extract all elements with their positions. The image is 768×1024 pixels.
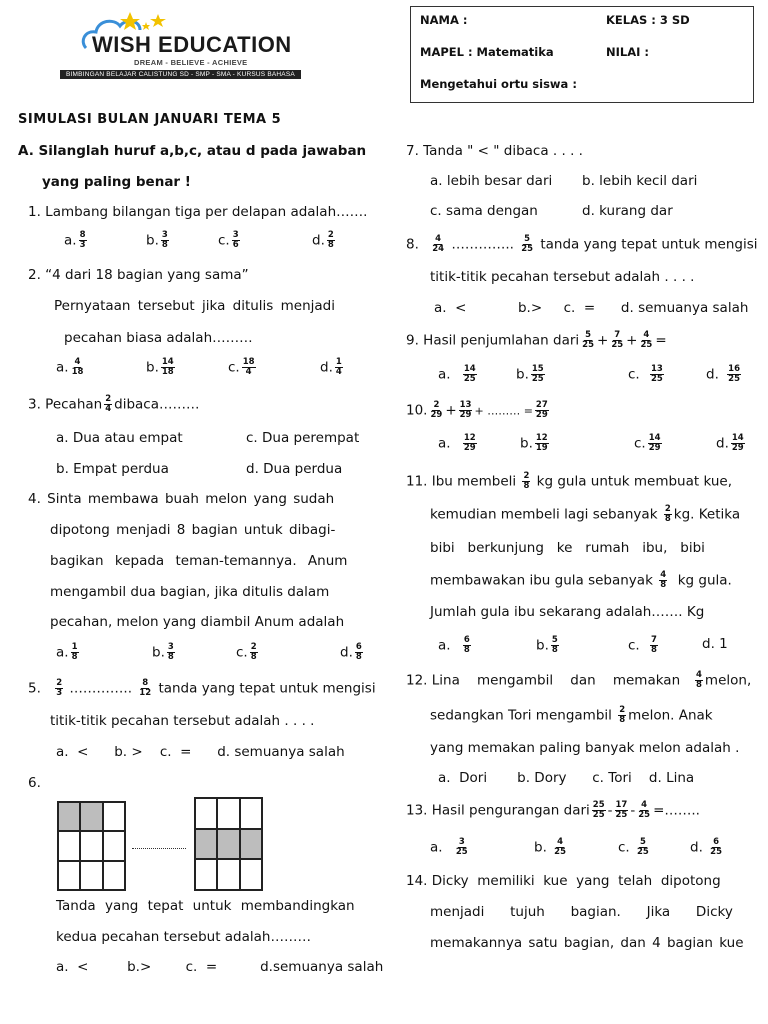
fraction: $\frac{4}{25}$ [554,837,567,857]
q2-option-b[interactable]: b. $\frac{14}{18}$ [146,357,174,377]
fraction: $\frac{2}{8}$ [327,230,334,250]
q10-text: 10. $\frac{2}{29}$ + $\frac{13}{29}$ + ……… = $\frac{27}{29}$ [406,400,548,420]
q6-text-2: kedua pecahan tersebut adalah……… [56,929,311,945]
q4-text-2: dipotong menjadi 8 bagian untuk dibagi- [50,522,336,538]
fraction: $\frac{3}{8}$ [167,642,174,662]
q2-text-2: Pernyataan tersebut jika ditulis menjadi [54,298,335,314]
grid-cell-shaded [240,829,262,860]
q3-text: 3. Pecahan $\frac{2}{4}$ dibaca……… [28,394,200,414]
q3-option-a[interactable]: a. Dua atau empat [56,430,183,446]
q4-option-d[interactable]: d. $\frac{6}{8}$ [340,642,362,662]
q7-option-a[interactable]: a. lebih besar dari [430,173,553,189]
q3-option-c[interactable]: c. Dua perempat [246,430,360,446]
fraction: $\frac{3}{8}$ [161,230,168,250]
q1-option-a[interactable]: a. $\frac{8}{3}$ [64,230,86,250]
fraction: $\frac{8}{3}$ [79,230,86,250]
grid-cell-shaded [217,829,239,860]
fraction: $\frac{4}{8}$ [660,570,667,590]
q11-text-4: membawakan ibu gula sebanyak $\frac{4}{8}$ kg gula. [430,570,732,590]
grid-cell-shaded [195,829,217,860]
grid-cell [217,798,239,829]
fraction: $\frac{2}{8}$ [619,705,626,725]
q10-option-c[interactable]: c. $\frac{14}{29}$ [634,433,661,453]
fraction: $\frac{7}{8}$ [651,635,657,655]
fraction: $\frac{12}{29}$ [463,433,476,453]
q4-text-3: bagikan kepada teman-temannya. Anum [50,553,348,569]
fraction: $\frac{3}{6}$ [232,230,239,250]
grid-cell [195,798,217,829]
fraction: $\frac{13}{25}$ [651,364,663,384]
grid-cell [195,859,217,890]
nama-field[interactable]: NAMA : [420,13,468,27]
fraction: $\frac{25}{25}$ [592,800,605,820]
q4-text-5: pecahan, melon yang diambil Anum adalah [50,614,345,630]
q2-text-1: 2. “4 dari 18 bagian yang sama” [28,267,249,283]
fraction: $\frac{14}{25}$ [463,364,476,384]
q2-option-c[interactable]: c. $\frac{18}{4}$ [228,357,255,377]
logo-tagline: DREAM - BELIEVE - ACHIEVE [134,58,248,67]
fraction: $\frac{2}{8}$ [523,471,530,491]
fraction: $\frac{8}{12}$ [139,678,152,698]
fraction: $\frac{4}{18}$ [71,357,84,377]
q3-option-b[interactable]: b. Empat perdua [56,461,169,477]
q4-option-a[interactable]: a. $\frac{1}{8}$ [56,642,78,662]
page-title: SIMULASI BULAN JANUARI TEMA 5 [18,112,282,127]
fraction: $\frac{5}{25}$ [521,234,534,254]
q4-text-4: mengambil dua bagian, jika ditulis dalam [50,584,330,600]
q6-number: 6. [28,775,41,791]
q3-option-d[interactable]: d. Dua perdua [246,461,343,477]
q13-option-d[interactable]: d. $\frac{6}{25}$ [690,837,723,857]
q11-text-3: bibi berkunjung ke rumah ibu, bibi [430,540,705,556]
q11-text-1: 11. Ibu membeli $\frac{2}{8}$ kg gula untuk membuat kue, [406,471,733,491]
fraction: $\frac{4}{24}$ [432,234,445,254]
q9-option-b[interactable]: b. $\frac{15}{25}$ [516,364,544,384]
fraction: $\frac{4}{25}$ [640,330,653,350]
q11-option-c[interactable]: c. $\frac{7}{8}$ [628,635,657,655]
q13-text: 13. Hasil pengurangan dari $\frac{25}{25}$ - $\frac{17}{25}$ - $\frac{4}{25}$ =…….. [406,800,700,820]
section-a-instruction: A. Silanglah huruf a,b,c, atau d pada jawaban [18,143,367,159]
fraction: $\frac{16}{25}$ [728,364,741,384]
q7-option-c[interactable]: c. sama dengan [430,203,538,219]
fraction: $\frac{12}{19}$ [535,433,548,453]
grid-cell [103,802,125,831]
q7-text: 7. Tanda " < " dibaca . . . . [406,143,583,159]
q14-text-1: 14. Dicky memiliki kue yang telah dipotong [406,873,721,889]
q2-option-a[interactable]: a. $\frac{4}{18}$ [56,357,84,377]
fraction: $\frac{2}{29}$ [430,400,443,420]
q1-option-d[interactable]: d. $\frac{2}{8}$ [312,230,334,250]
fraction: $\frac{6}{8}$ [463,635,470,655]
grid-cell [80,831,102,860]
q9-option-c[interactable]: c. $\frac{13}{25}$ [628,364,663,384]
fraction: $\frac{1}{8}$ [71,642,78,662]
grid-cell [217,859,239,890]
q6-fraction-grid-left [57,801,126,891]
fraction: $\frac{2}{3}$ [56,678,63,698]
q2-text-3: pecahan biasa adalah……… [64,330,253,346]
q14-text-3: memakannya satu bagian, dan 4 bagian kue [430,935,744,951]
q6-text-1: Tanda yang tepat untuk membandingkan [56,898,355,914]
logo-band: BIMBINGAN BELAJAR CALISTUNG SD - SMP - SMA - KURSUS BAHASA [60,70,301,79]
q13-option-a[interactable]: a. $\frac{3}{25}$ [430,837,468,857]
fraction: $\frac{4}{8}$ [696,670,702,690]
q6-blank[interactable] [132,848,186,849]
q1-option-b[interactable]: b. $\frac{3}{8}$ [146,230,168,250]
q9-text: 9. Hasil penjumlahan dari $\frac{5}{25}$ + $\frac{7}{25}$ + $\frac{4}{25}$ = [406,330,667,350]
q11-option-a[interactable]: a. $\frac{6}{8}$ [438,635,470,655]
q11-option-d[interactable]: d. 1 [702,636,728,652]
fraction: $\frac{4}{25}$ [638,800,651,820]
q4-option-b[interactable]: b. $\frac{3}{8}$ [152,642,174,662]
q6-fraction-grid-right [194,797,263,891]
q10-option-a[interactable]: a. $\frac{12}{29}$ [438,433,476,453]
q12-text-1: 12. Lina mengambil dan memakan $\frac{4}{8}$ melon, [406,670,752,690]
q7-option-b[interactable]: b. lebih kecil dari [582,173,698,189]
ortu-field[interactable]: Mengetahui ortu siswa : [420,77,577,91]
grid-cell [240,859,262,890]
q11-text-5: Jumlah gula ibu sekarang adalah……. Kg [430,604,705,620]
q4-option-c[interactable]: c. $\frac{2}{8}$ [236,642,257,662]
q1-text: 1. Lambang bilangan tiga per delapan adalah……. [28,204,368,220]
q13-option-c[interactable]: c. $\frac{5}{25}$ [618,837,649,857]
fraction: $\frac{1}{4}$ [335,357,342,377]
kelas-field: KELAS : 3 SD [606,13,690,27]
mapel-field: MAPEL : Matematika [420,45,554,59]
fraction: $\frac{2}{8}$ [250,642,257,662]
fraction: $\frac{6}{8}$ [355,642,362,662]
nilai-field[interactable]: NILAI : [606,45,650,59]
q6-options[interactable]: a. < b.> c. = d.semuanya salah [56,959,384,975]
fraction: $\frac{5}{8}$ [551,635,558,655]
q12-options[interactable]: a. Dori b. Dory c. Tori d. Lina [438,770,695,786]
q1-option-c[interactable]: c. $\frac{3}{6}$ [218,230,239,250]
q5-text: 5. $\frac{2}{3}$ ………….. $\frac{8}{12}$ tanda yang tepat untuk mengisi [28,678,376,698]
fraction: $\frac{27}{29}$ [535,400,548,420]
q8-text-2: titik-titik pecahan tersebut adalah . . . . [430,269,695,285]
fraction: $\frac{14}{29}$ [731,433,744,453]
fraction: $\frac{13}{29}$ [459,400,472,420]
q7-option-d[interactable]: d. kurang dar [582,203,673,219]
grid-cell [240,798,262,829]
grid-cell [80,861,102,890]
grid-cell [103,831,125,860]
q10-option-b[interactable]: b. $\frac{12}{19}$ [520,433,548,453]
fraction: $\frac{2}{4}$ [105,394,112,414]
q12-text-3: yang memakan paling banyak melon adalah . [430,740,740,756]
section-a-instruction-2: yang paling benar ! [42,174,191,190]
grid-cell-shaded [58,802,80,831]
q4-text-1: 4. Sinta membawa buah melon yang sudah [28,491,335,507]
grid-cell [103,861,125,890]
fraction: $\frac{7}{25}$ [611,330,624,350]
fraction: $\frac{15}{25}$ [531,364,544,384]
q11-option-b[interactable]: b. $\frac{5}{8}$ [536,635,558,655]
fraction: $\frac{2}{8}$ [664,504,671,524]
grid-cell [58,861,80,890]
fraction: $\frac{6}{25}$ [710,837,723,857]
q8-options[interactable]: a. < b.> c. = d. semuanya salah [434,300,749,316]
q14-text-2: menjadi tujuh bagian. Jika Dicky [430,904,733,920]
q9-option-d[interactable]: d. $\frac{16}{25}$ [706,364,741,384]
grid-cell [58,831,80,860]
q5-text-2: titik-titik pecahan tersebut adalah . . . . [50,713,315,729]
q2-option-d[interactable]: d. $\frac{1}{4}$ [320,357,342,377]
q10-option-d[interactable]: d. $\frac{14}{29}$ [716,433,744,453]
logo-name: WISH EDUCATION [92,32,292,57]
fraction: $\frac{3}{25}$ [455,837,468,857]
fraction: $\frac{14}{18}$ [161,357,174,377]
fraction: $\frac{14}{29}$ [648,433,661,453]
fraction: $\frac{5}{25}$ [582,330,594,350]
fraction: $\frac{17}{25}$ [615,800,628,820]
q13-option-b[interactable]: b. $\frac{4}{25}$ [534,837,567,857]
fraction: $\frac{5}{25}$ [637,837,649,857]
q8-text: 8. $\frac{4}{24}$ ………….. $\frac{5}{25}$ tanda yang tepat untuk mengisi [406,234,758,254]
q11-text-2: kemudian membeli lagi sebanyak $\frac{2}{8}$ kg. Ketika [430,504,741,524]
q12-text-2: sedangkan Tori mengambil $\frac{2}{8}$ melon. Anak [430,705,713,725]
q9-option-a[interactable]: a. $\frac{14}{25}$ [438,364,476,384]
grid-cell-shaded [80,802,102,831]
fraction: $\frac{18}{4}$ [242,357,255,377]
q5-options[interactable]: a. < b. > c. = d. semuanya salah [56,744,345,760]
